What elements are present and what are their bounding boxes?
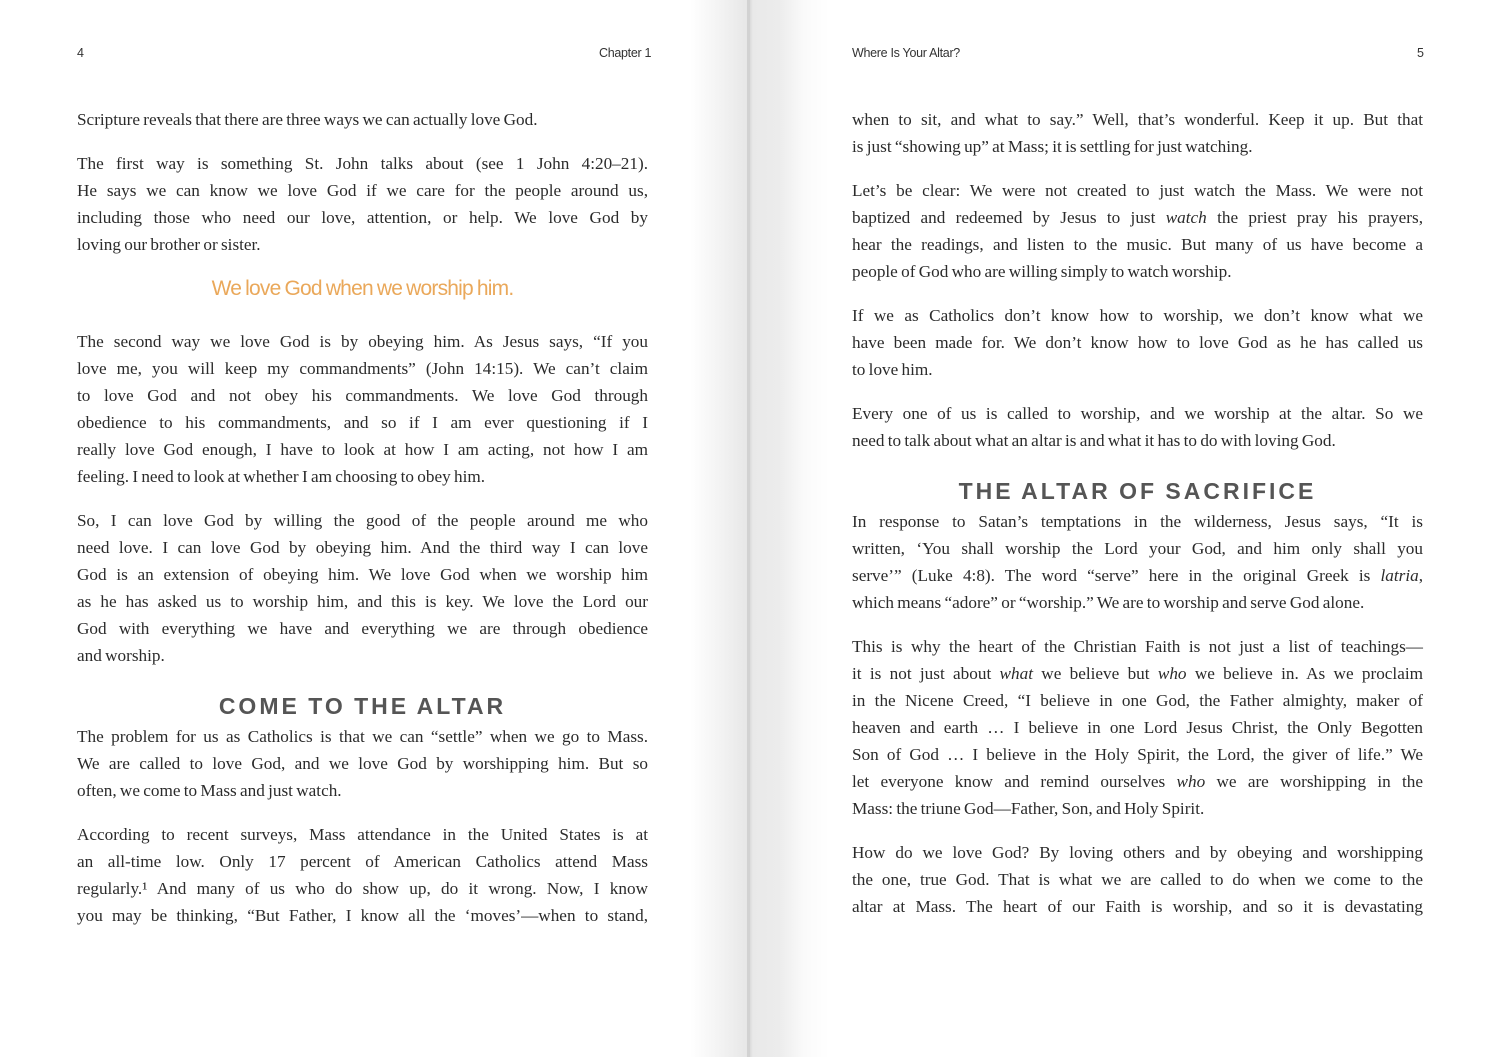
- text-line: This is why the heart of the Christian Faith is not just a list of teachings—: [852, 637, 1423, 656]
- text-line: We are called to love God, and we love God by worshipping him. But so: [77, 754, 648, 773]
- text-line: have been made for. We don’t know how to love God as he has called us: [852, 333, 1423, 352]
- text-line: He says we can know we love God if we care for the people around us,: [77, 181, 648, 200]
- paragraph: [77, 328, 648, 490]
- text-line: Mass: the triune God—Father, Son, and Holy Spirit.: [852, 799, 1205, 818]
- paragraph: [852, 839, 1423, 920]
- text-line: feeling. I need to look at whether I am choosing to obey him.: [77, 467, 486, 486]
- running-head: Where Is Your Altar?: [852, 46, 960, 60]
- text-line: If we as Catholics don’t know how to worship, we don’t know what we: [852, 306, 1423, 325]
- text-line: altar at Mass. The heart of our Faith is worship, and so it is devastating: [852, 897, 1423, 916]
- text-line: need to talk about what an altar is and what it has to do with loving God.: [852, 431, 1336, 450]
- text-line: [852, 204, 1423, 231]
- page-number: 4: [77, 46, 84, 60]
- text-line: loving our brother or sister.: [77, 235, 261, 254]
- text-line: and worship.: [77, 646, 165, 665]
- paragraph: [852, 106, 1423, 160]
- text-line: when to sit, and what to say.” Well, that’s wonderful. Keep it up. But that: [852, 110, 1423, 129]
- text-line: [852, 768, 1423, 795]
- text-line: including those who need our love, attention, or help. We love God by: [77, 208, 648, 227]
- text-segment: we are worshipping in the: [1205, 772, 1423, 791]
- text-line: heaven and earth … I believe in one Lord Jesus Christ, the Only Begotten: [852, 718, 1423, 737]
- right-page: [749, 0, 1500, 1057]
- text-line: people of God who are willing simply to watch worship.: [852, 262, 1232, 281]
- text-line: How do we love God? By loving others and by obeying and worshipping: [852, 843, 1423, 862]
- running-head: Chapter 1: [599, 46, 652, 60]
- text-line: [852, 562, 1423, 589]
- text-line: often, we come to Mass and just watch.: [77, 781, 342, 800]
- text-line: In response to Satan’s temptations in the wilderness, Jesus says, “It is: [852, 512, 1423, 531]
- text-line: in the Nicene Creed, “I believe in one God, the Father almighty, maker of: [852, 691, 1423, 710]
- text-line: an all-time low. Only 17 percent of American Catholics attend Mass: [77, 852, 648, 871]
- italic-text: who: [1157, 664, 1187, 683]
- paragraph: [77, 150, 648, 258]
- text-line: The problem for us as Catholics is that we can “settle” when we go to Mass.: [77, 727, 648, 746]
- text-line: which means “adore” or “worship.” We are to worship and serve God alone.: [852, 593, 1365, 612]
- text-segment: it is not just about: [852, 664, 1000, 683]
- text-line: to love him.: [852, 360, 933, 379]
- text-line: really love God enough, I have to look at how I am acting, not how I am: [77, 440, 648, 459]
- italic-text: watch: [1165, 208, 1207, 227]
- paragraph: [852, 177, 1423, 285]
- book-gutter: [747, 0, 750, 1057]
- paragraph: [852, 633, 1423, 822]
- text-line: as he has asked us to worship him, and this is key. We love the Lord our: [77, 592, 648, 611]
- paragraph: [77, 821, 648, 929]
- paragraph: [852, 508, 1423, 616]
- section-heading: THE ALTAR OF SACRIFICE: [958, 478, 1317, 504]
- body-text: [852, 106, 1423, 937]
- text-line: you may be thinking, “But Father, I know all the ‘moves’—when to stand,: [77, 906, 648, 925]
- text-segment: serve’” (Luke 4:8). The word “serve” here in the original Greek is: [852, 566, 1381, 585]
- body-text: [77, 106, 648, 946]
- text-line: the one, true God. That is what we are called to do when we come to the: [852, 870, 1423, 889]
- text-line: is just “showing up” at Mass; it is settling for just watching.: [852, 137, 1253, 156]
- italic-text: what: [999, 664, 1033, 683]
- text-line: written, ‘You shall worship the Lord your God, and him only shall you: [852, 539, 1423, 558]
- paragraph: [77, 507, 648, 669]
- text-line: Every one of us is called to worship, and we worship at the altar. So we: [852, 404, 1423, 423]
- text-line: So, I can love God by willing the good of the people around me who: [77, 511, 648, 530]
- text-line: God is an extension of obeying him. We love God when we worship him: [77, 565, 648, 584]
- italic-text: latria: [1380, 566, 1419, 585]
- text-line: According to recent surveys, Mass attendance in the United States is at: [77, 825, 648, 844]
- text-line: need love. I can love God by obeying him. And the third way I can love: [77, 538, 648, 557]
- text-line: to love God and not obey his commandments. We love God through: [77, 386, 648, 405]
- text-line: The second way we love God is by obeying him. As Jesus says, “If you: [77, 332, 648, 351]
- text-segment: let everyone know and remind ourselves: [852, 772, 1177, 791]
- text-segment: we believe but: [1032, 664, 1158, 683]
- section-heading: COME TO THE ALTAR: [218, 693, 507, 719]
- text-segment: we believe in. As we proclaim: [1186, 664, 1423, 683]
- text-line: regularly.¹ And many of us who do show up, do it wrong. Now, I know: [77, 879, 648, 898]
- text-line: [852, 660, 1423, 687]
- paragraph: [77, 106, 648, 133]
- page-number: 5: [1417, 46, 1424, 60]
- paragraph: [77, 723, 648, 804]
- text-segment: ,: [1418, 566, 1423, 585]
- text-line: Let’s be clear: We were not created to just watch the Mass. We were not: [852, 181, 1423, 200]
- text-line: love me, you will keep my commandments” (John 14:15). We can’t claim: [77, 359, 648, 378]
- text-line: hear the readings, and listen to the music. But many of us have become a: [852, 235, 1423, 254]
- paragraph: [852, 400, 1423, 454]
- pull-quote: We love God when we worship him.: [211, 277, 514, 300]
- left-page: [0, 0, 749, 1057]
- text-line: God with everything we have and everything we are through obedience: [77, 619, 648, 638]
- text-segment: baptized and redeemed by Jesus to just: [852, 208, 1166, 227]
- text-line: Scripture reveals that there are three ways we can actually love God.: [77, 110, 538, 129]
- italic-text: who: [1176, 772, 1206, 791]
- paragraph: [852, 302, 1423, 383]
- text-segment: the priest pray his prayers,: [1206, 208, 1423, 227]
- text-line: The first way is something St. John talks about (see 1 John 4:20–21).: [77, 154, 648, 173]
- text-line: Son of God … I believe in the Holy Spirit, the Lord, the giver of life.” We: [852, 745, 1423, 764]
- text-line: obedience to his commandments, and so if I am ever questioning if I: [77, 413, 648, 432]
